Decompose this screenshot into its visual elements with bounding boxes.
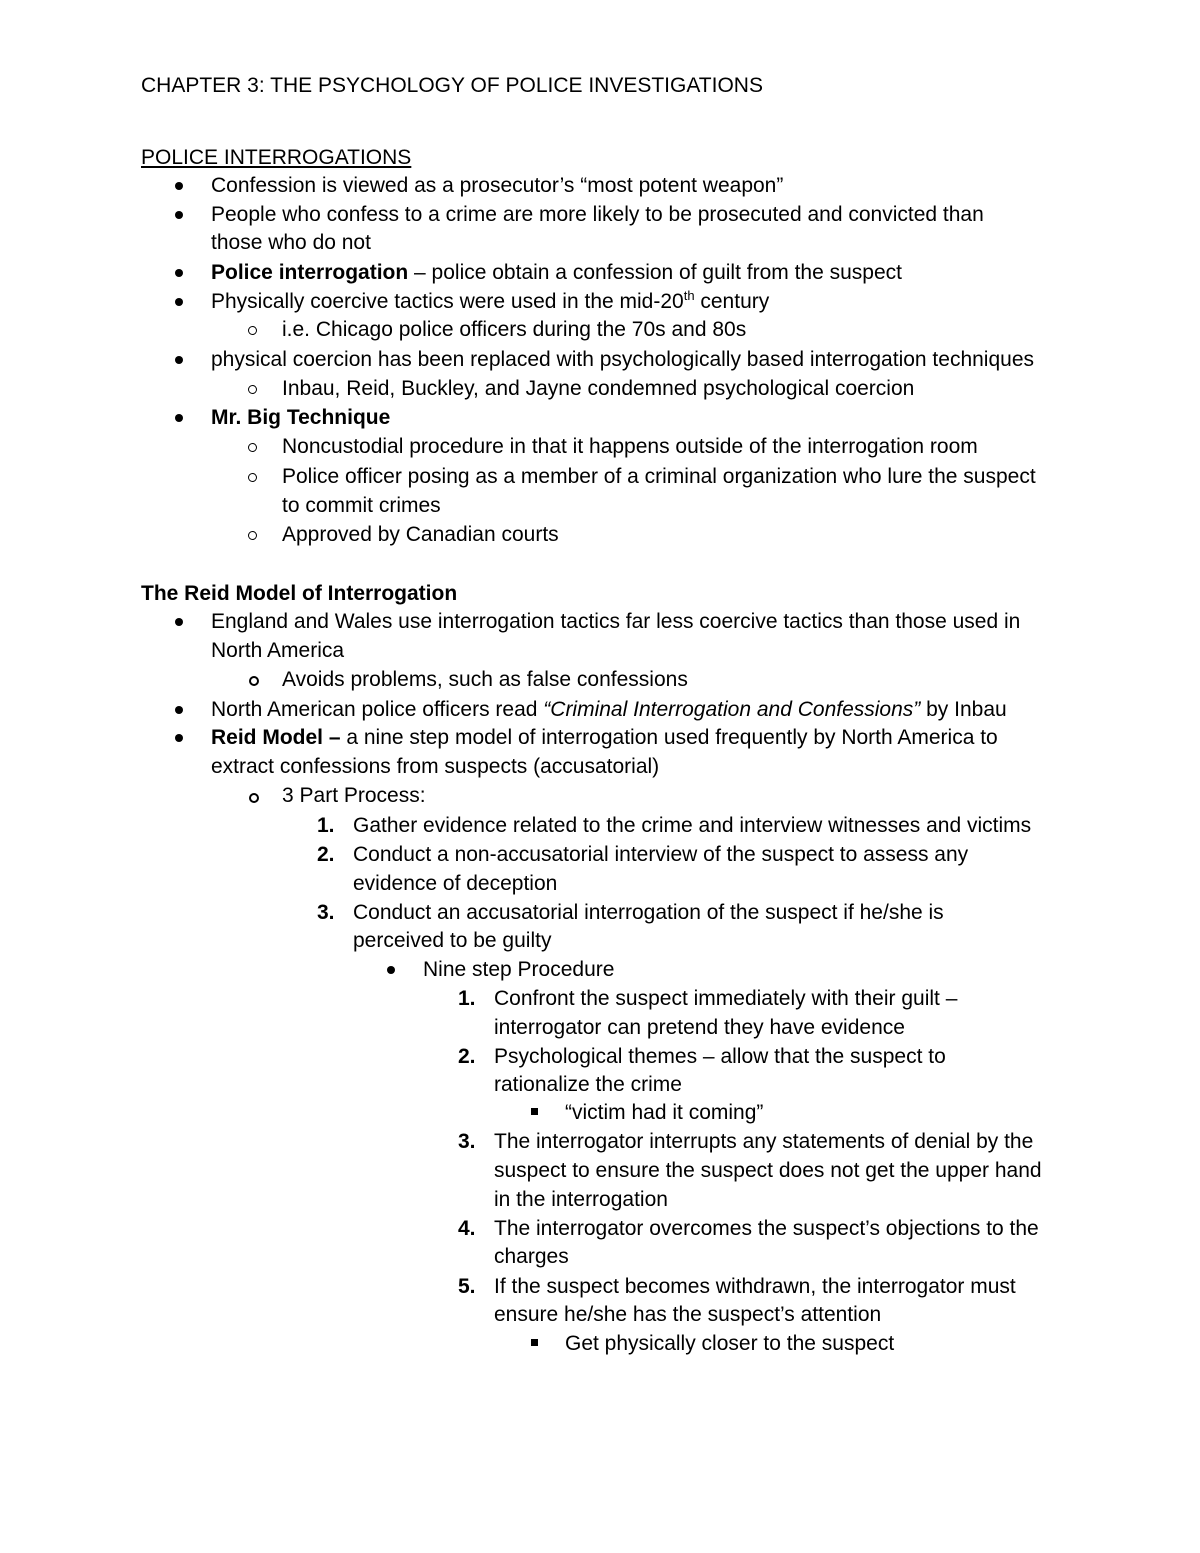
- list-text: by Inbau: [920, 698, 1007, 721]
- step-number: 2.: [458, 1045, 476, 1068]
- list-item: charges: [494, 1245, 569, 1268]
- sub-bullet-circle: [249, 793, 259, 803]
- list-item: interrogator can pretend they have evidence: [494, 1016, 905, 1039]
- list-item: Mr. Big Technique: [211, 406, 391, 429]
- list-item: Psychological themes – allow that the suspect to: [494, 1045, 946, 1068]
- list-item: to commit crimes: [282, 494, 441, 517]
- step-number: 1.: [317, 814, 335, 837]
- list-item: extract confessions from suspects (accusatorial): [211, 755, 660, 778]
- definition-text: – police obtain a confession of guilt from the suspect: [408, 261, 902, 284]
- list-item: Inbau, Reid, Buckley, and Jayne condemned psychological coercion: [282, 377, 915, 400]
- list-item: [211, 288, 769, 316]
- list-item: suspect to ensure the suspect does not get the upper hand: [494, 1159, 1042, 1182]
- sub-bullet-square: [531, 1108, 538, 1115]
- list-item: evidence of deception: [353, 872, 558, 895]
- step-number: 5.: [458, 1275, 476, 1298]
- list-item: Confront the suspect immediately with their guilt –: [494, 987, 958, 1010]
- list-text: North American police officers read: [211, 698, 544, 721]
- list-item: The interrogator overcomes the suspect’s objections to the: [494, 1217, 1039, 1240]
- list-text: Physically coercive tactics were used in the mid-20: [211, 290, 684, 313]
- sub-bullet-circle: [248, 385, 257, 394]
- list-text: century: [694, 290, 770, 313]
- list-item: in the interrogation: [494, 1188, 668, 1211]
- step-number: 3.: [317, 901, 335, 924]
- bullet-dot: [175, 298, 183, 306]
- list-item: If the suspect becomes withdrawn, the interrogator must: [494, 1275, 1016, 1298]
- definition-text: a nine step model of interrogation used frequently by North America to: [340, 726, 998, 749]
- list-item: Approved by Canadian courts: [282, 523, 559, 546]
- superscript-th: th: [683, 288, 695, 303]
- list-item: The interrogator interrupts any statements of denial by the: [494, 1130, 1034, 1153]
- list-item: North America: [211, 639, 345, 662]
- list-item: Avoids problems, such as false confessions: [282, 668, 688, 691]
- step-number: 2.: [317, 843, 335, 866]
- bullet-dot: [175, 182, 183, 190]
- list-item: Get physically closer to the suspect: [565, 1332, 895, 1355]
- list-item: Conduct an accusatorial interrogation of the suspect if he/she is: [353, 901, 944, 924]
- sub-bullet-square: [531, 1339, 538, 1346]
- section-heading-police-interrogations: POLICE INTERROGATIONS: [141, 146, 412, 169]
- book-title: “Criminal Interrogation and Confessions”: [543, 698, 921, 721]
- step-number: 4.: [458, 1217, 476, 1240]
- list-item: i.e. Chicago police officers during the 70s and 80s: [282, 318, 747, 341]
- sub-bullet-circle: [248, 473, 257, 482]
- term-police-interrogation: Police interrogation: [211, 261, 409, 284]
- list-item: Police officer posing as a member of a criminal organization who lure the suspect: [282, 465, 1036, 488]
- list-item: Nine step Procedure: [423, 958, 615, 981]
- sub-bullet-circle: [249, 676, 259, 686]
- bullet-dot: [175, 414, 183, 422]
- list-item: ensure he/she has the suspect’s attention: [494, 1303, 882, 1326]
- sub-bullet-circle: [248, 326, 257, 335]
- list-item: physical coercion has been replaced with psychologically based interrogation techniques: [211, 348, 1034, 371]
- list-item: England and Wales use interrogation tactics far less coercive tactics than those used in: [211, 610, 1021, 633]
- list-item: [211, 259, 902, 287]
- list-item: 3 Part Process:: [282, 784, 426, 807]
- list-item: People who confess to a crime are more likely to be prosecuted and convicted than: [211, 203, 984, 226]
- list-item: perceived to be guilty: [353, 929, 552, 952]
- list-item: those who do not: [211, 231, 371, 254]
- bullet-dot: [387, 966, 395, 974]
- bullet-dot: [175, 706, 183, 714]
- term-reid-model: Reid Model –: [211, 726, 341, 749]
- page-title: CHAPTER 3: THE PSYCHOLOGY OF POLICE INVESTIGATIONS: [141, 74, 763, 97]
- bullet-dot: [175, 734, 183, 742]
- list-item: Conduct a non-accusatorial interview of the suspect to assess any: [353, 843, 969, 866]
- list-item: Confession is viewed as a prosecutor’s “most potent weapon”: [211, 174, 784, 197]
- list-item: Gather evidence related to the crime and interview witnesses and victims: [353, 814, 1032, 837]
- bullet-dot: [175, 269, 183, 277]
- section-heading-reid-model: The Reid Model of Interrogation: [141, 582, 458, 605]
- step-number: 3.: [458, 1130, 476, 1153]
- list-item: Noncustodial procedure in that it happens outside of the interrogation room: [282, 435, 978, 458]
- list-item: rationalize the crime: [494, 1073, 682, 1096]
- step-number: 1.: [458, 987, 476, 1010]
- sub-bullet-circle: [248, 443, 257, 452]
- sub-bullet-circle: [248, 531, 257, 540]
- bullet-dot: [175, 211, 183, 219]
- bullet-dot: [175, 618, 183, 626]
- list-item: [211, 696, 1007, 724]
- bullet-dot: [175, 356, 183, 364]
- list-item: [211, 724, 998, 752]
- list-item: “victim had it coming”: [565, 1101, 764, 1124]
